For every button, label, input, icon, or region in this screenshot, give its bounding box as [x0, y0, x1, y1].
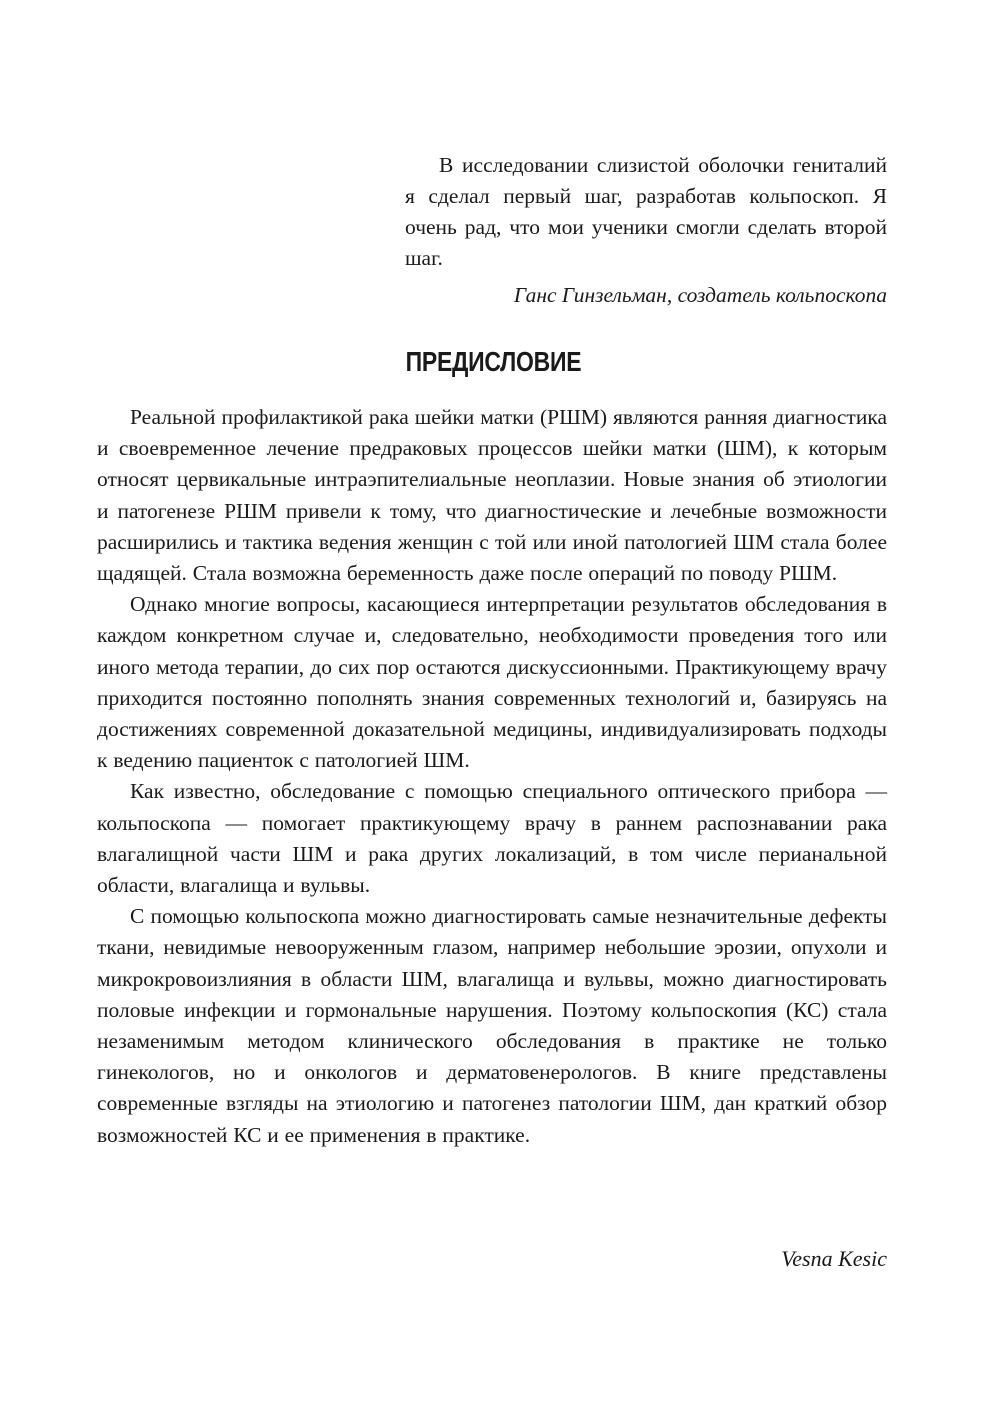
epigraph [405, 150, 887, 310]
signature: Vesna Kesic [781, 1246, 887, 1271]
paragraph-3: Как известно, обследование с помощью специального оптического прибора — кольпоскопа — помогает практикующему врачу в раннем распознавании рака влагалищной части ШМ и рака других локализаций, в том числе перианальной области, влагалища и вульвы. [97, 779, 887, 898]
epigraph-text: В исследовании слизистой оболочки гениталий я сделал первый шаг, разработав кольпоскоп. Я очень рад, что мои ученики смогли сделать второй шаг. [405, 153, 887, 270]
preface-body [97, 402, 887, 1151]
epigraph-author: Ганс Гинзельман, создатель кольпоскопа [513, 283, 887, 307]
paragraph-2: Однако многие вопросы, касающиеся интерпретации результатов обследования в каждом конкретном случае и, следовательно, необходимости проведения того или иного метода терапии, до сих пор остаются дискуссионными. Практикующему врачу приходится постоянно пополнять знания современных технологий и, базируясь на достижениях современной доказательной медицины, индивидуализировать подходы к ведению пациенток с патологией ШМ. [97, 592, 887, 773]
paragraph-4: С помощью кольпоскопа можно диагностировать самые незначительные дефекты ткани, невидимые невооруженным глазом, например небольшие эрозии, опухоли и микрокровоизлияния в области ШМ, влагалища и вульвы, можно диагностировать половые инфекции и гормональные нарушения. Поэтому кольпоскопия (КС) стала незаменимым методом клинического обследования в практике не только гинекологов, но и онкологов и дерматовенерологов. В книге представлены современные взгляды на этиологию и патогенез патологии ШМ, дан краткий обзор возможностей КС и ее применения в практике. [97, 904, 887, 1147]
paragraph-1: Реальной профилактикой рака шейки матки (РШМ) являются ранняя диагностика и своевременное лечение предраковых процессов шейки матки (ШМ), к которым относят цервикальные интраэпителиальные неоплазии. Новые знания об этиологии и патогенезе РШМ привели к тому, что диагностические и лечебные возможности расширились и тактика ведения женщин с той или иной патологией ШМ стала более щадящей. Стала возможна беременность даже после операций по поводу РШМ. [97, 405, 887, 586]
section-heading: ПРЕДИСЛОВИЕ [405, 346, 582, 377]
